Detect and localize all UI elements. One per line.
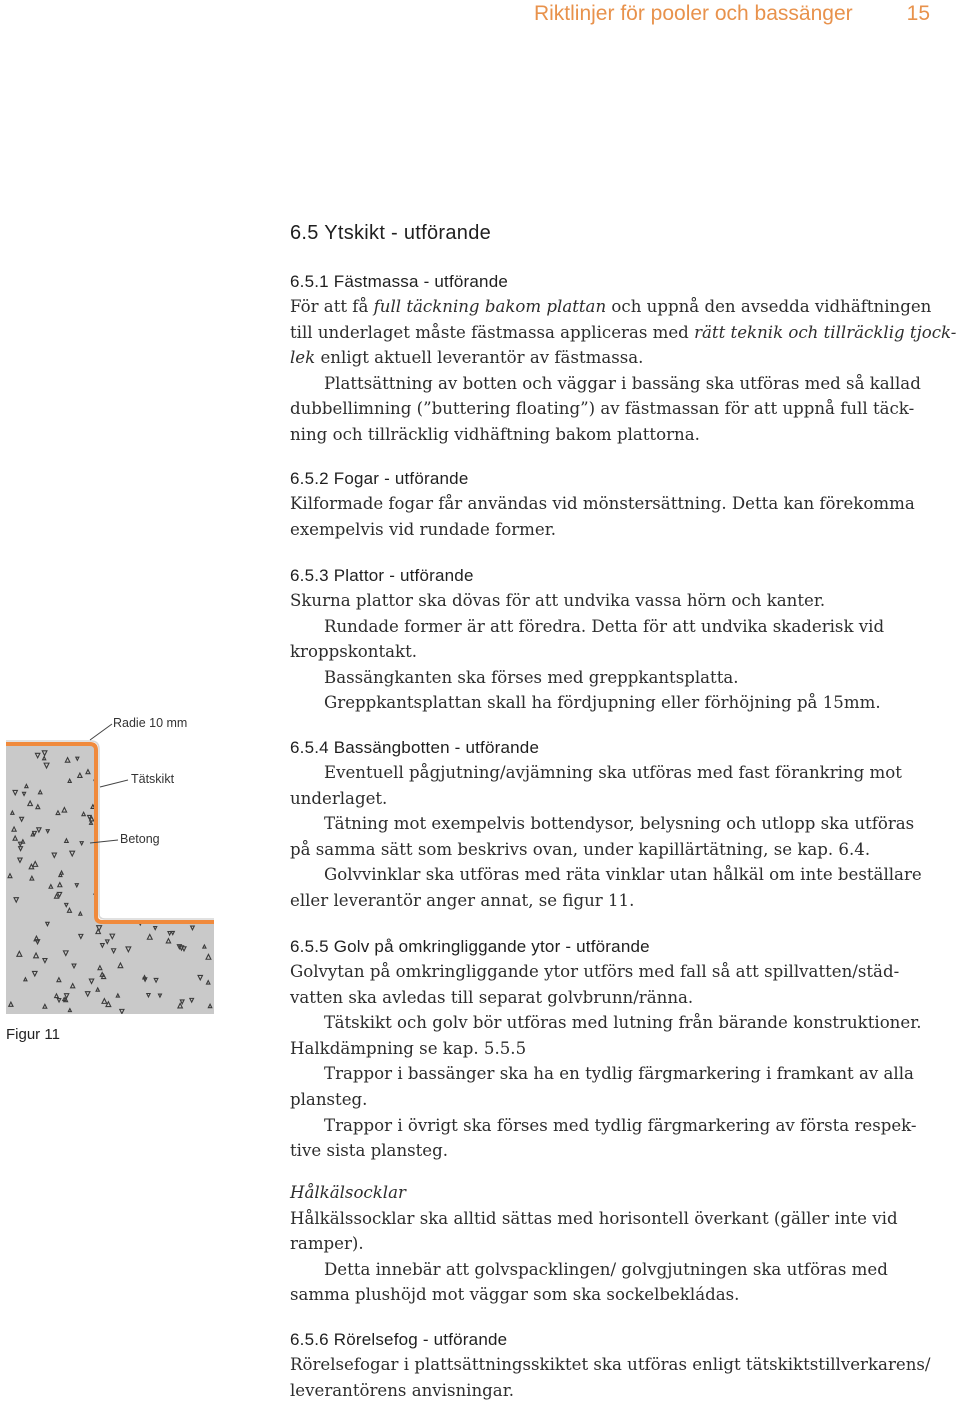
text-line: Hålkälssocklar ska alltid sättas med horisontell överkant (gäller inte vid: [290, 1208, 898, 1228]
aggregate-mark: [109, 760, 113, 764]
aggregate-mark: [198, 851, 203, 856]
aggregate-mark: [175, 907, 179, 911]
label-radie: Radie 10 mm: [113, 716, 188, 730]
aggregate-mark: [106, 859, 109, 862]
text-line: Trappor i övrigt ska förses med tydlig färgmarkering av första respek-: [324, 1115, 917, 1135]
aggregate-mark: [152, 890, 155, 893]
aggregate-mark: [204, 831, 208, 835]
text-line: vatten ska avledas till separat golvbrunn/ränna.: [290, 987, 694, 1007]
text-line: exempelvis vid rundade former.: [290, 519, 557, 539]
aggregate-mark: [203, 747, 207, 751]
text-line: Tätskikt och golv bör utföras med lutning från bärande konstruktioner.: [324, 1013, 922, 1033]
aggregate-mark: [197, 912, 202, 917]
aggregate-mark: [205, 906, 209, 910]
aggregate-mark: [144, 881, 149, 886]
leader-tatskikt: [100, 780, 128, 787]
text-line: Tätning mot exempelvis bottendysor, belysning och utlopp ska utföras: [324, 814, 915, 834]
text-line: leverantörens anvisningar.: [290, 1380, 515, 1400]
text-line: plansteg.: [290, 1089, 368, 1109]
aggregate-mark: [122, 753, 126, 757]
aggregate-mark: [158, 879, 161, 882]
section-6-5-6: [290, 1328, 958, 1403]
text-line: underlaget.: [290, 788, 388, 808]
aggregate-mark: [124, 793, 129, 798]
page-number: 15: [906, 2, 930, 25]
aggregate-mark: [132, 855, 137, 860]
section-6-5-1: [290, 270, 958, 448]
aggregate-mark: [145, 751, 148, 754]
aggregate-mark: [134, 863, 138, 867]
aggregate-mark: [108, 857, 112, 861]
heading-6-5-1: 6.5.1 Fästmassa - utförande: [290, 272, 509, 291]
aggregate-mark: [133, 847, 136, 850]
aggregate-mark: [208, 793, 211, 796]
section-6-5-4: [290, 736, 958, 914]
text-line: Bassängkanten ska förses med greppkantsplatta.: [324, 667, 739, 687]
aggregate-mark: [205, 882, 208, 885]
text-line: Halkdämpning se kap. 5.5.5: [290, 1038, 527, 1058]
section-holkalsocklar: [290, 1180, 958, 1308]
heading-6-5-4: 6.5.4 Bassängbotten - utförande: [290, 738, 540, 757]
text-line: på samma sätt som beskrivs ovan, under kapillärtätning, se kap. 6.4.: [290, 839, 871, 859]
text-line: Plattsättning av botten och väggar i bassäng ska utföras med så kallad: [324, 373, 921, 393]
aggregate-mark: [102, 890, 107, 895]
text-line: Rörelsefogar i plattsättningsskiktet ska utföras enligt tätskiktstillverkarens/: [290, 1355, 931, 1374]
aggregate-mark: [152, 751, 155, 754]
aggregate-mark: [143, 786, 147, 790]
heading-6-5-3: 6.5.3 Plattor - utförande: [290, 566, 474, 585]
text-line: För att få full täckning bakom plattan och uppnå den avsedda vidhäftningen: [290, 297, 932, 316]
aggregate-mark: [173, 855, 176, 858]
text-line: tive sista plansteg.: [290, 1141, 449, 1161]
heading-6-5-2: 6.5.2 Fogar - utförande: [290, 469, 469, 488]
aggregate-mark: [142, 749, 145, 752]
aggregate-mark: [170, 752, 174, 756]
text-line: Golvvinklar ska utföras med räta vinklar utan hålkäl om inte beställare: [324, 865, 922, 885]
text-line: Trappor i bassänger ska ha en tydlig färgmarkering i framkant av alla: [324, 1064, 914, 1084]
aggregate-mark: [105, 886, 109, 890]
aggregate-mark: [137, 847, 141, 851]
text-line: Golvytan på omkringliggande ytor utförs med fall så att spillvatten/städ-: [290, 962, 900, 981]
section-6-5-2: [290, 467, 958, 542]
aggregate-mark: [155, 914, 159, 918]
aggregate-mark: [122, 881, 127, 886]
leader-radie: [90, 724, 112, 740]
figure-11-diagram: [0, 700, 260, 1030]
aggregate-mark: [146, 823, 151, 828]
text-line: Skurna plattor ska dövas för att undvika vassa hörn och kanter.: [290, 591, 826, 610]
figure-caption: Figur 11: [6, 1026, 60, 1043]
text-line: eller leverantör anger annat, se figur 11.: [290, 890, 635, 910]
label-betong: Betong: [120, 832, 160, 846]
aggregate-mark: [191, 896, 194, 899]
aggregate-mark: [122, 895, 125, 898]
heading-holkalsocklar: Hålkälsocklar: [290, 1183, 406, 1202]
aggregate-mark: [130, 788, 134, 792]
aggregate-mark: [111, 866, 116, 871]
aggregate-mark: [116, 860, 119, 863]
label-tatskikt: Tätskikt: [131, 772, 175, 786]
text-line: Eventuell pågjutning/avjämning ska utföras med fast förankring mot: [324, 763, 902, 782]
aggregate-mark: [104, 862, 108, 866]
aggregate-mark: [138, 788, 143, 793]
text-line: till underlaget måste fästmassa appliceras med rätt teknik och tillräcklig tjock-: [290, 322, 957, 342]
text-line: Greppkantsplattan skall ha fördjupning eller förhöjning på 15mm.: [324, 693, 881, 713]
heading-6-5-5: 6.5.5 Golv på omkringliggande ytor - utförande: [290, 937, 650, 956]
heading-6-5-6: 6.5.6 Rörelsefog - utförande: [290, 1330, 508, 1349]
text-line: lek enligt aktuell leverantör av fästmassa.: [290, 348, 644, 368]
section-6-5-3: [290, 564, 958, 716]
aggregate-mark: [143, 766, 147, 770]
aggregate-mark: [146, 787, 150, 791]
aggregate-mark: [103, 787, 107, 791]
aggregate-mark: [203, 830, 208, 835]
aggregate-mark: [169, 823, 173, 827]
aggregate-mark: [129, 858, 133, 862]
aggregate-mark: [142, 853, 147, 858]
text-line: Rundade former är att föredra. Detta för att undvika skaderisk vid: [324, 616, 885, 636]
section-heading-6-5: 6.5 Ytskikt - utförande: [290, 222, 492, 244]
aggregate-mark: [107, 816, 111, 820]
text-line: ning och tillräcklig vidhäftning bakom plattorna.: [290, 424, 700, 444]
aggregate-mark: [178, 793, 182, 797]
aggregate-mark: [118, 819, 122, 823]
aggregate-mark: [184, 878, 189, 883]
text-line: ramper).: [290, 1234, 364, 1254]
aggregate-mark: [186, 859, 190, 863]
aggregate-mark: [103, 811, 108, 816]
running-header: [534, 2, 930, 28]
aggregate-mark: [138, 849, 143, 854]
text-line: Detta innebär att golvspacklingen/ golvgjutningen ska utföras med: [324, 1259, 888, 1279]
text-line: dubbellimning (”buttering floating”) av fästmassan för att uppnå full täck-: [290, 399, 915, 419]
text-line: kroppskontakt.: [290, 642, 418, 662]
aggregate-mark: [136, 813, 140, 817]
aggregate-mark: [190, 837, 193, 840]
section-6-5-5: [290, 935, 958, 1164]
aggregate-mark: [207, 767, 212, 772]
text-line: Kilformade fogar får användas vid mönstersättning. Detta kan förekomma: [290, 494, 915, 513]
aggregate-mark: [158, 792, 161, 795]
aggregate-mark: [109, 894, 112, 897]
aggregate-mark: [113, 858, 118, 863]
aggregate-mark: [128, 866, 131, 869]
aggregate-mark: [185, 896, 189, 900]
text-line: samma plushöjd mot väggar som ska sockelbekládas.: [290, 1285, 740, 1305]
header-title: Riktlinjer för pooler och bassänger: [533, 2, 853, 25]
aggregate-mark: [209, 751, 212, 754]
